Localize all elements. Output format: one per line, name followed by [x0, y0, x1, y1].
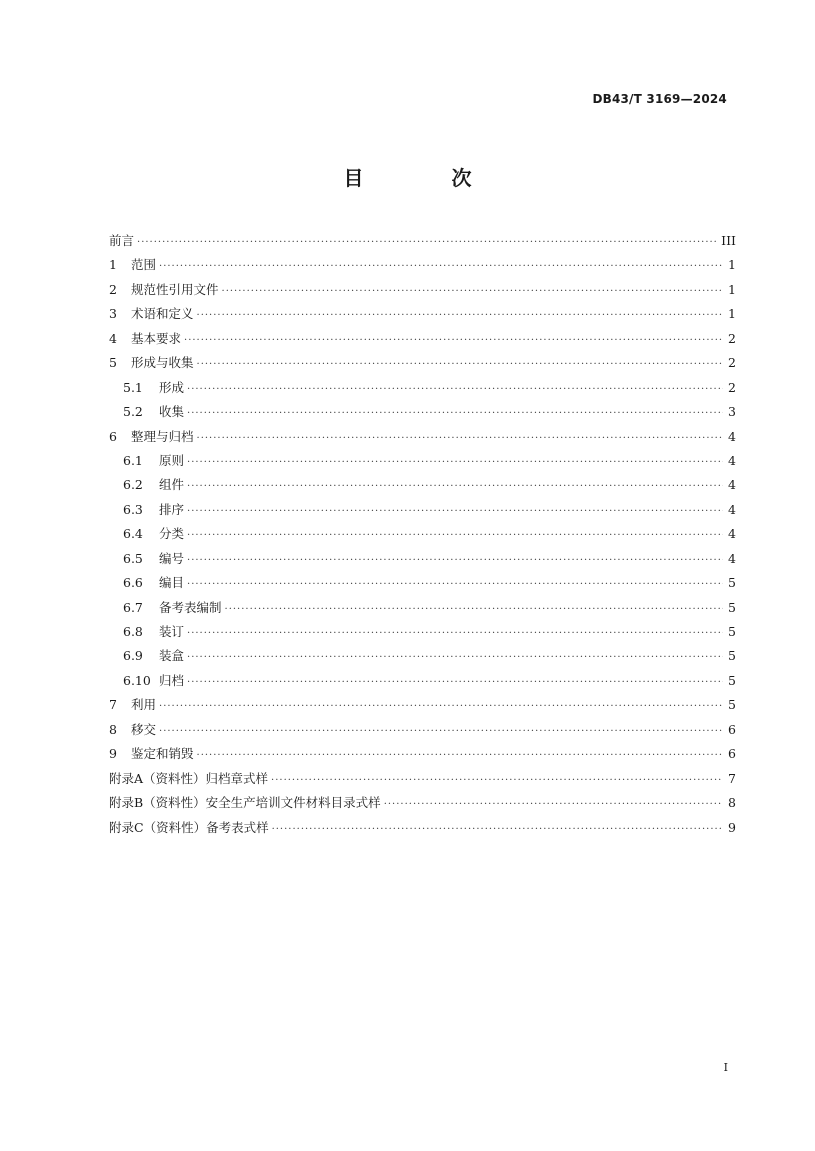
dot-leader — [187, 671, 723, 695]
dot-leader — [187, 451, 723, 475]
toc-entry-number: 6.8 — [123, 624, 143, 639]
toc-entry-page: 5 — [728, 575, 736, 591]
toc-entry[interactable] — [109, 351, 736, 375]
toc-entry-page: 2 — [728, 330, 736, 346]
toc-entry-number: 6 — [109, 428, 117, 444]
toc-entry-label: 规范性引用文件 — [131, 281, 219, 297]
toc-entry-label: 收集 — [159, 404, 185, 420]
toc-entry[interactable] — [109, 791, 736, 815]
toc-entry-number: 5.2 — [123, 404, 143, 420]
toc-entry-page: III — [721, 233, 736, 248]
toc-entry-number: 8 — [109, 721, 117, 737]
dot-leader — [159, 255, 723, 279]
toc-entry[interactable] — [109, 669, 736, 693]
toc-entry-number: 6.10 — [123, 672, 151, 688]
toc-entry-page: 4 — [728, 428, 736, 444]
toc-entry-label: 前言 — [109, 233, 135, 248]
toc-entry-page: 7 — [728, 770, 736, 786]
toc-entry[interactable] — [109, 229, 736, 253]
toc-entry-page: 9 — [728, 819, 736, 835]
toc-entry-label: 分类 — [159, 526, 185, 542]
dot-leader — [187, 402, 723, 426]
dot-leader — [159, 695, 723, 719]
dot-leader — [187, 549, 723, 573]
toc-entry[interactable] — [109, 767, 736, 791]
toc-entry-number: 5 — [109, 355, 117, 371]
toc-entry-label: 术语和定义 — [131, 306, 194, 322]
toc-entry-number: 6.2 — [123, 477, 143, 493]
dot-leader — [272, 818, 723, 842]
toc-entry-page: 5 — [728, 599, 736, 615]
dot-leader — [197, 744, 723, 768]
toc-entry[interactable] — [109, 473, 736, 497]
toc-entry-number: 4 — [109, 330, 117, 346]
toc-entry-page: 4 — [728, 501, 736, 517]
toc-entry-page: 5 — [728, 648, 736, 664]
toc-entry-number: 2 — [109, 281, 117, 297]
toc-entry-number: 6.6 — [123, 575, 143, 591]
table-of-contents — [109, 229, 736, 840]
toc-entry-label: 归档 — [159, 672, 185, 688]
toc-entry[interactable] — [109, 742, 736, 766]
toc-entry-label: 范围 — [131, 257, 157, 273]
toc-entry[interactable] — [109, 498, 736, 522]
toc-entry-number: 5.1 — [123, 379, 143, 395]
toc-entry-label: 形成 — [159, 379, 185, 395]
toc-entry-label: 装订 — [159, 624, 185, 639]
dot-leader — [187, 646, 723, 670]
toc-entry[interactable] — [109, 327, 736, 351]
toc-entry-page: 1 — [728, 281, 736, 297]
toc-entry-page: 4 — [728, 477, 736, 493]
toc-entry-page: 2 — [728, 355, 736, 371]
toc-entry[interactable] — [109, 571, 736, 595]
dot-leader — [187, 475, 723, 499]
toc-entry-label: 移交 — [131, 721, 157, 737]
dot-leader — [222, 280, 723, 304]
toc-entry-label: 基本要求 — [131, 330, 182, 346]
toc-entry[interactable] — [109, 376, 736, 400]
toc-entry-page: 5 — [728, 672, 736, 688]
dot-leader — [384, 793, 723, 817]
toc-entry-page: 4 — [728, 526, 736, 542]
toc-entry-page: 5 — [728, 624, 736, 639]
toc-entry-page: 2 — [728, 379, 736, 395]
toc-entry-page: 6 — [728, 721, 736, 737]
dot-leader — [187, 573, 723, 597]
toc-entry-label: 利用 — [131, 697, 157, 713]
toc-entry-number: 6.9 — [123, 648, 143, 664]
toc-entry[interactable] — [109, 400, 736, 424]
toc-entry-label: 原则 — [159, 452, 185, 468]
toc-entry-page: 8 — [728, 795, 736, 811]
dot-leader — [187, 622, 723, 646]
toc-entry-label: 附录A（资料性）归档章式样 — [109, 770, 269, 786]
toc-entry-label: 整理与归档 — [131, 428, 194, 444]
dot-leader — [137, 231, 718, 255]
dot-leader — [271, 769, 723, 793]
toc-entry[interactable] — [109, 718, 736, 742]
toc-entry-page: 3 — [728, 404, 736, 420]
dot-leader — [187, 500, 723, 524]
toc-entry-label: 形成与收集 — [131, 355, 194, 371]
toc-entry-number: 1 — [109, 257, 117, 273]
toc-entry-number: 6.7 — [123, 599, 143, 615]
toc-entry-page: 4 — [728, 452, 736, 468]
toc-entry[interactable] — [109, 596, 736, 620]
toc-entry-label: 排序 — [159, 501, 185, 517]
dot-leader — [225, 598, 723, 622]
toc-entry-label: 附录B（资料性）安全生产培训文件材料目录式样 — [109, 795, 381, 811]
toc-entry-page: 1 — [728, 306, 736, 322]
toc-entry-page: 5 — [728, 697, 736, 713]
toc-entry-number: 7 — [109, 697, 117, 713]
toc-entry-label: 附录C（资料性）备考表式样 — [109, 819, 269, 835]
toc-entry-label: 组件 — [159, 477, 185, 493]
page-number: I — [723, 1061, 728, 1074]
toc-entry-number: 6.4 — [123, 526, 143, 542]
toc-entry[interactable] — [109, 693, 736, 717]
toc-entry[interactable] — [109, 449, 736, 473]
toc-entry-label: 鉴定和销毁 — [131, 746, 194, 762]
toc-entry[interactable] — [109, 425, 736, 449]
toc-entry[interactable] — [109, 644, 736, 668]
toc-entry-label: 编目 — [159, 575, 185, 591]
toc-entry[interactable] — [109, 620, 736, 644]
toc-entry[interactable] — [109, 278, 736, 302]
dot-leader — [197, 353, 723, 377]
toc-entry[interactable] — [109, 302, 736, 326]
toc-entry-label: 装盒 — [159, 648, 185, 664]
toc-entry-label: 编号 — [159, 550, 185, 566]
dot-leader — [187, 378, 723, 402]
toc-entry-page: 4 — [728, 550, 736, 566]
dot-leader — [197, 427, 723, 451]
toc-entry[interactable] — [109, 522, 736, 546]
toc-entry-page: 6 — [728, 746, 736, 762]
toc-entry-number: 6.5 — [123, 550, 143, 566]
toc-entry-label: 备考表编制 — [159, 599, 222, 615]
dot-leader — [184, 329, 723, 353]
dot-leader — [197, 304, 723, 328]
toc-entry-number: 3 — [109, 306, 117, 322]
toc-title: 目 次 — [343, 166, 506, 190]
toc-entry-number: 6.3 — [123, 501, 143, 517]
dot-leader — [187, 524, 723, 548]
toc-entry[interactable] — [109, 816, 736, 840]
document-code: DB43/T 3169—2024 — [592, 92, 727, 106]
toc-entry-number: 9 — [109, 746, 117, 762]
dot-leader — [159, 720, 723, 744]
toc-entry-number: 6.1 — [123, 452, 143, 468]
toc-entry[interactable] — [109, 253, 736, 277]
toc-entry-page: 1 — [728, 257, 736, 273]
toc-entry[interactable] — [109, 547, 736, 571]
